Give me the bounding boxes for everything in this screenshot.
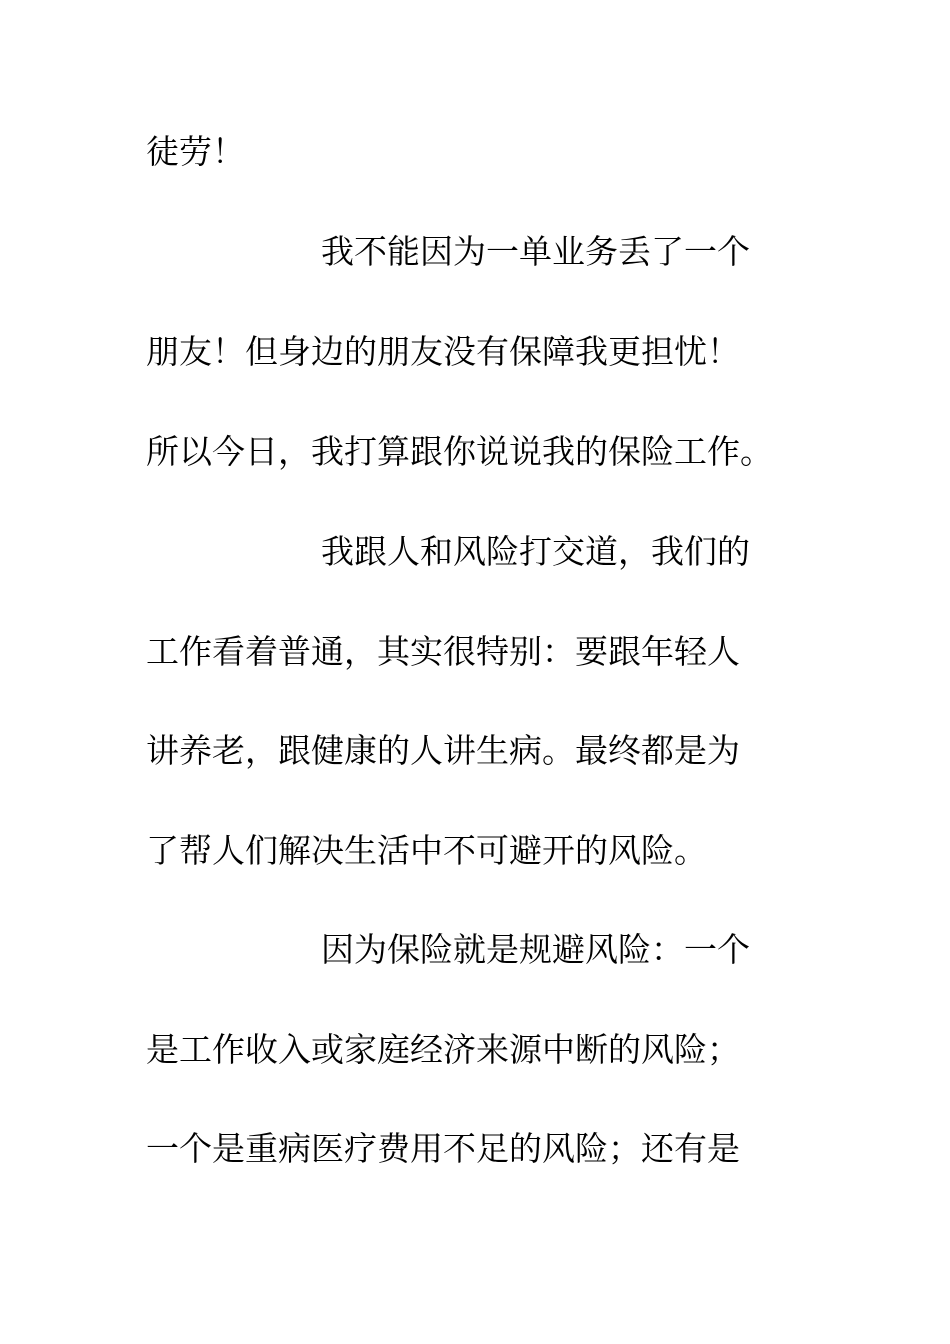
text-line: 了帮人们解决生活中不可避开的风险。 <box>146 831 707 870</box>
text-line: 朋友！但身边的朋友没有保障我更担忧！ <box>146 332 740 371</box>
text-line: 工作看着普通，其实很特别：要跟年轻人 <box>146 632 740 671</box>
text-line: 因为保险就是规避风险：一个 <box>321 930 750 969</box>
text-line: 是工作收入或家庭经济来源中断的风险； <box>146 1030 740 1069</box>
text-line: 我跟人和风险打交道，我们的 <box>321 532 750 571</box>
text-line: 我不能因为一单业务丢了一个 <box>321 232 750 271</box>
text-line: 所以今日，我打算跟你说说我的保险工作。 <box>146 432 773 471</box>
text-line: 徒劳！ <box>146 132 245 171</box>
text-line: 一个是重病医疗费用不足的风险；还有是 <box>146 1129 740 1168</box>
text-line: 讲养老，跟健康的人讲生病。最终都是为 <box>146 731 740 770</box>
